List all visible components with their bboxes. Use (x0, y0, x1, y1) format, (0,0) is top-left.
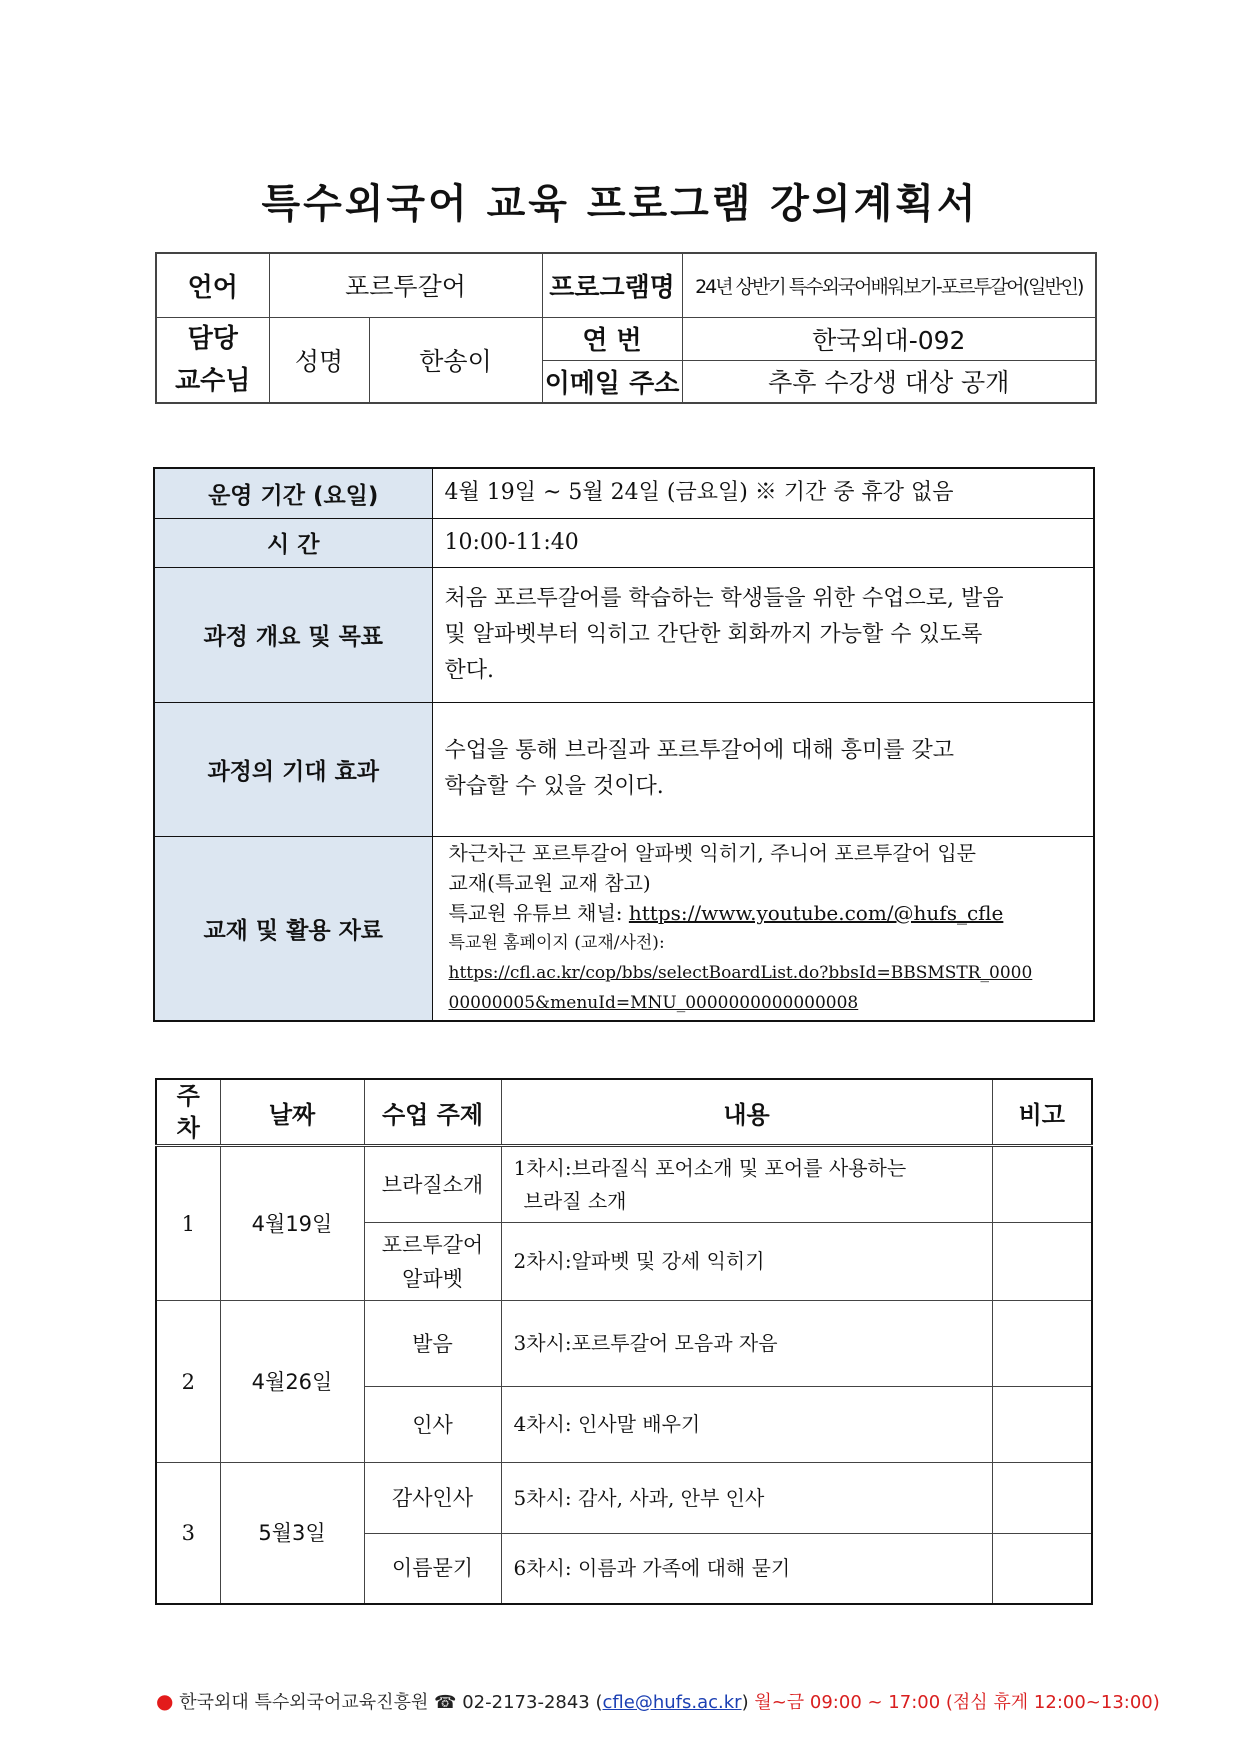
session-topic-line: 알파벳 (402, 1266, 463, 1291)
session-note (992, 1223, 1092, 1301)
note-header: 비고 (992, 1079, 1092, 1146)
schedule-table (155, 1078, 1093, 1605)
time-value: 10:00-11:40 (432, 518, 1094, 567)
professor-label-line-1: 담당 (187, 323, 238, 354)
homepage-link-line-2[interactable]: 00000005&menuId=MNU_0000000000000008 (448, 993, 859, 1014)
professor-label-line-2: 교수님 (175, 365, 251, 396)
week-date: 5월3일 (220, 1463, 364, 1604)
footer-phone: 02-2173-2843 (462, 1692, 590, 1713)
session-note (992, 1387, 1092, 1463)
homepage-label: 특교원 홈페이지 (교재/사전): (448, 933, 665, 954)
name-value: 한송이 (369, 317, 542, 403)
email-label: 이메일 주소 (542, 360, 682, 403)
session-topic: 브라질소개 (364, 1146, 501, 1223)
session-topic: 감사인사 (364, 1463, 501, 1534)
goal-line: 및 알파벳부터 익히고 간단한 회화까지 가능할 수 있도록 (444, 621, 983, 647)
week-header (156, 1079, 220, 1146)
date-header: 날짜 (220, 1079, 364, 1146)
youtube-link[interactable]: https://www.youtube.com/@hufs_cfle (628, 901, 1004, 926)
email-value: 추후 수강생 대상 공개 (682, 360, 1096, 403)
effect-value (432, 702, 1094, 836)
week-number: 2 (156, 1301, 220, 1463)
session-topic: 이름묻기 (364, 1534, 501, 1604)
session-topic: 발음 (364, 1301, 501, 1387)
session-content-line: 1차시:브라질식 포어소개 및 포어를 사용하는 (513, 1155, 907, 1180)
period-label: 운영 기간 (요일) (154, 468, 432, 518)
week-header-line-2: 차 (176, 1114, 200, 1142)
effect-line: 학습할 수 있을 것이다. (444, 774, 664, 799)
session-note (992, 1301, 1092, 1387)
period-value: 4월 19일 ~ 5월 24일 (금요일) ※ 기간 중 휴강 없음 (432, 468, 1094, 518)
week-date: 4월19일 (220, 1146, 364, 1301)
overview-table (153, 467, 1095, 1022)
session-note (992, 1463, 1092, 1534)
bullet-dot-icon: ● (156, 1689, 174, 1713)
session-content: 2차시:알파벳 및 강세 익히기 (501, 1223, 992, 1301)
page-title: 특수외국어 교육 프로그램 강의계획서 (261, 181, 979, 227)
youtube-prefix: 특교원 유튜브 채널: (448, 901, 629, 926)
week-header-line-1: 주 (176, 1082, 200, 1110)
info-table (155, 252, 1097, 404)
material-label: 교재 및 활용 자료 (154, 836, 432, 1021)
session-note (992, 1146, 1092, 1223)
session-content: 6차시: 이름과 가족에 대해 묻기 (501, 1534, 992, 1604)
session-content: 3차시:포르투갈어 모음과 자음 (501, 1301, 992, 1387)
year-value: 한국외대-092 (682, 317, 1096, 360)
material-line: 차근차근 포르투갈어 알파벳 익히기, 주니어 포르투갈어 입문 (448, 841, 977, 866)
effect-label: 과정의 기대 효과 (154, 702, 432, 836)
professor-label (156, 317, 269, 403)
goal-value (432, 567, 1094, 702)
topic-header: 수업 주제 (364, 1079, 501, 1146)
goal-label: 과정 개요 및 목표 (154, 567, 432, 702)
language-value: 포르투갈어 (269, 253, 542, 317)
youtube-line (449, 898, 1094, 928)
session-note (992, 1534, 1092, 1604)
session-content: 4차시: 인사말 배우기 (501, 1387, 992, 1463)
session-content (501, 1146, 992, 1223)
homepage-link-line-1[interactable]: https://cfl.ac.kr/cop/bbs/selectBoardList.do?bbsId=BBSMSTR_0000 (448, 963, 1033, 984)
program-label: 프로그램명 (542, 253, 682, 317)
material-value (432, 836, 1094, 1021)
time-label: 시 간 (154, 518, 432, 567)
week-date: 4월26일 (220, 1301, 364, 1463)
language-label: 언어 (156, 253, 269, 317)
phone-icon: ☎ (434, 1692, 457, 1713)
session-content-line: 브라질 소개 (523, 1188, 627, 1213)
footer-email[interactable]: cfle@hufs.ac.kr (602, 1692, 742, 1713)
year-label: 연 번 (542, 317, 682, 360)
session-topic-line: 포르투갈어 (381, 1232, 484, 1257)
goal-line: 처음 포르투갈어를 학습하는 학생들을 위한 수업으로, 발음 (444, 585, 1004, 611)
footer-org: 한국외대 특수외국어교육진흥원 (179, 1692, 429, 1713)
session-content: 5차시: 감사, 사과, 안부 인사 (501, 1463, 992, 1534)
session-topic: 인사 (364, 1387, 501, 1463)
footer-hours: 월~금 09:00 ~ 17:00 (점심 휴게 12:00~13:00) (754, 1692, 1160, 1713)
week-number: 1 (156, 1146, 220, 1301)
name-label: 성명 (269, 317, 369, 403)
goal-line: 한다. (444, 657, 494, 683)
footer: ● 한국외대 특수외국어교육진흥원 ☎ 02-2173-2843 (cfle@hufs.ac.kr) 월~금 09:00 ~ 17:00 (점심 휴게 12:00~13:00) (156, 1689, 1160, 1713)
session-topic (364, 1223, 501, 1301)
program-value: 24년 상반기 특수외국어배워보기-포르투갈어(일반인) (682, 253, 1096, 317)
week-number: 3 (156, 1463, 220, 1604)
content-header: 내용 (501, 1079, 992, 1146)
effect-line: 수업을 통해 브라질과 포르투갈어에 대해 흥미를 갖고 (444, 738, 955, 763)
material-line: 교재(특교원 교재 참고) (448, 871, 651, 896)
